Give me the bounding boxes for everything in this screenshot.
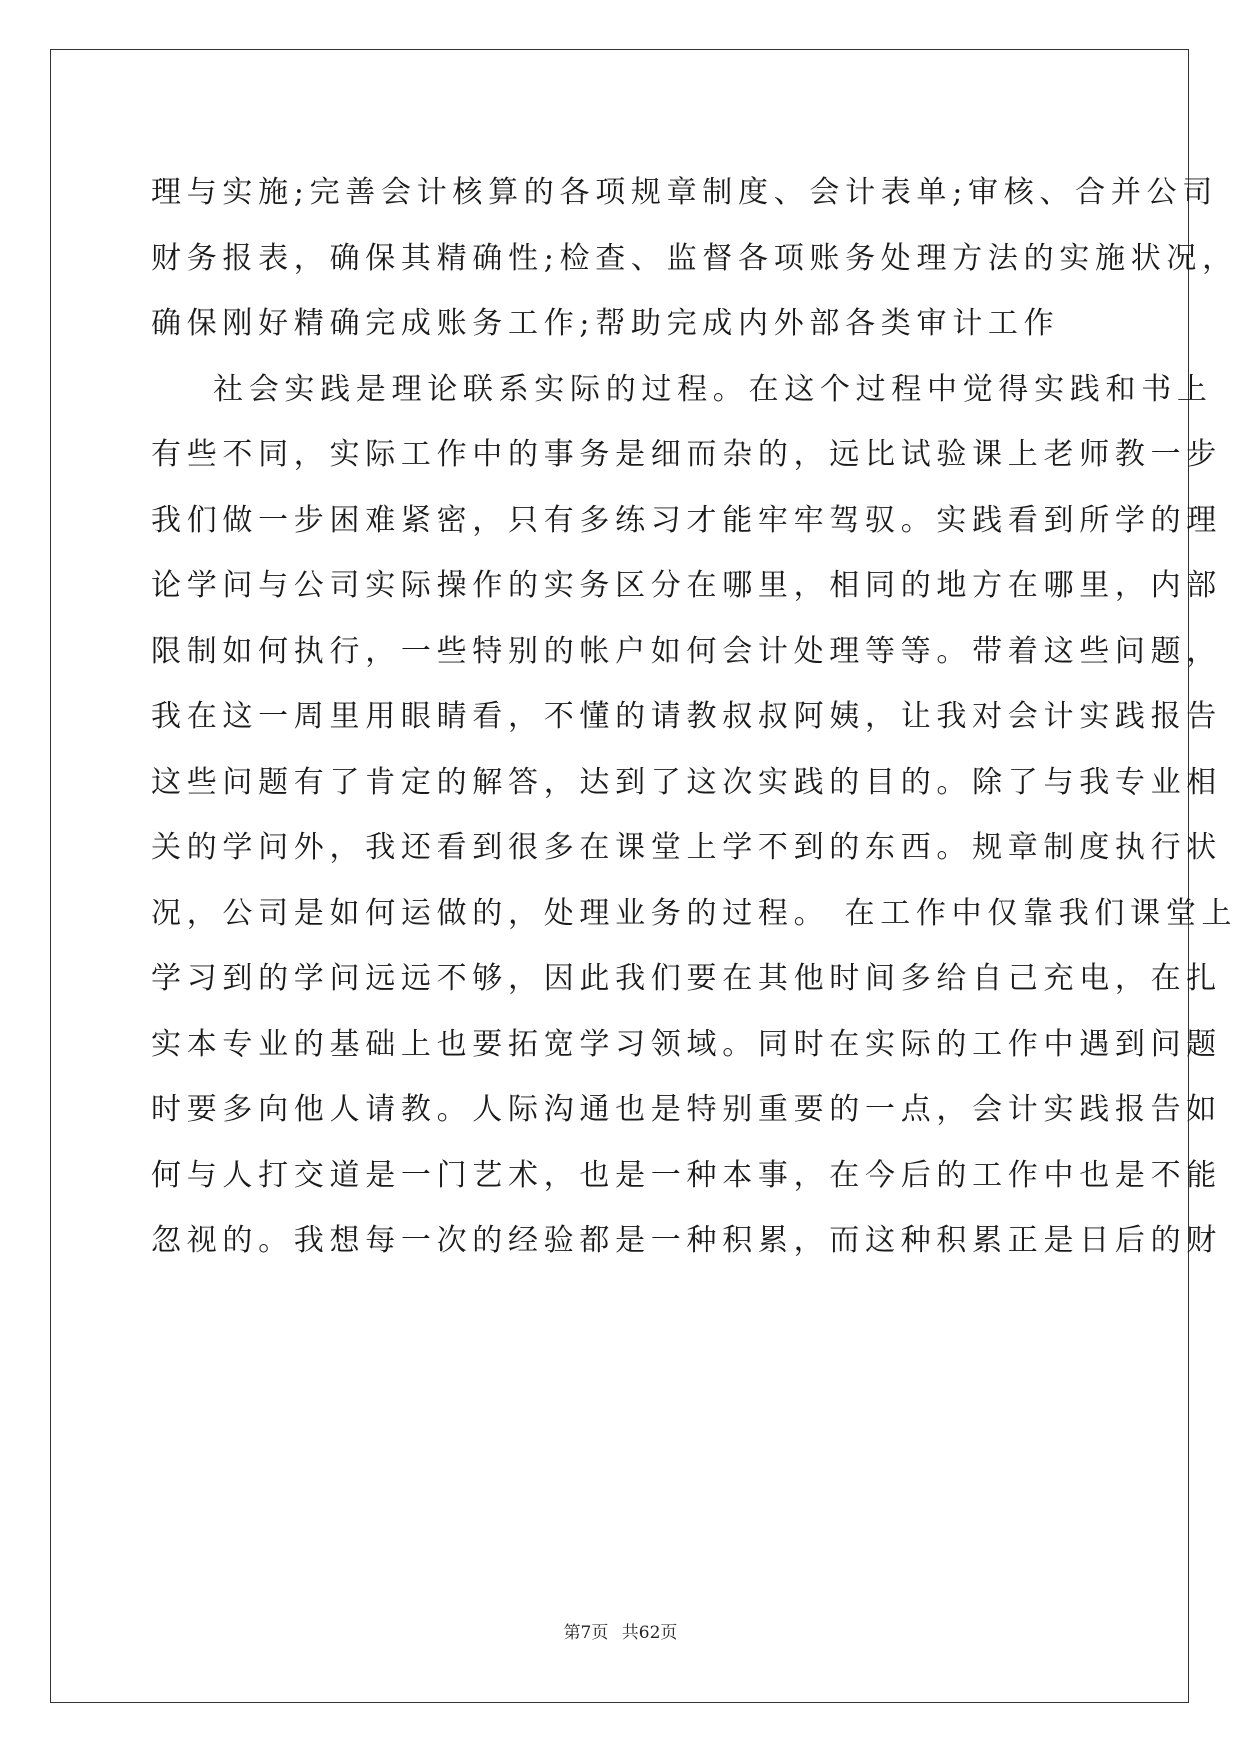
text-line: 我在这一周里用眼睛看，不懂的请教叔叔阿姨，让我对会计实践报告 (151, 699, 1222, 734)
page-total: 共62页 (621, 1623, 678, 1643)
text-line: 实本专业的基础上也要拓宽学习领域。同时在实际的工作中遇到问题 (151, 1026, 1222, 1062)
text-line: 限制如何执行，一些特别的帐户如何会计处理等等。带着这些问题， (151, 633, 1222, 669)
text-line: 有些不同，实际工作中的事务是细而杂的，远比试验课上老师教一步 (151, 437, 1222, 472)
text-line: 这些问题有了肯定的解答，达到了这次实践的目的。除了与我专业相 (151, 764, 1222, 800)
document-body (151, 160, 1238, 1274)
text-line: 学习到的学问远远不够，因此我们要在其他时间多给自己充电，在扎 (151, 961, 1222, 996)
text-line: 社会实践是理论联系实际的过程。在这个过程中觉得实践和书上 (213, 371, 1213, 407)
text-line: 论学问与公司实际操作的实务区分在哪里，相同的地方在哪里，内部 (151, 568, 1222, 603)
text-line: 理与实施;完善会计核算的各项规章制度、会计表单;审核、合并公司 (151, 175, 1218, 210)
text-line: 关的学问外，我还看到很多在课堂上学不到的东西。规章制度执行状 (151, 830, 1222, 865)
text-line: 财务报表，确保其精确性;检查、监督各项账务处理方法的实施状况， (151, 240, 1238, 276)
text-line: 况，公司是如何运做的，处理业务的过程。 在工作中仅靠我们课堂上 (151, 895, 1238, 931)
text-line: 何与人打交道是一门艺术，也是一种本事，在今后的工作中也是不能 (151, 1157, 1222, 1193)
text-line: 我们做一步困难紧密，只有多练习才能牢牢驾驭。实践看到所学的理 (151, 502, 1222, 538)
text-line: 忽视的。我想每一次的经验都是一种积累，而这种积累正是日后的财 (151, 1223, 1222, 1258)
page-number: 第7页 (563, 1623, 609, 1643)
page-footer (0, 1618, 1241, 1643)
text-line: 确保刚好精确完成账务工作;帮助完成内外部各类审计工作 (151, 306, 1060, 341)
text-line: 时要多向他人请教。人际沟通也是特别重要的一点，会计实践报告如 (151, 1092, 1222, 1127)
